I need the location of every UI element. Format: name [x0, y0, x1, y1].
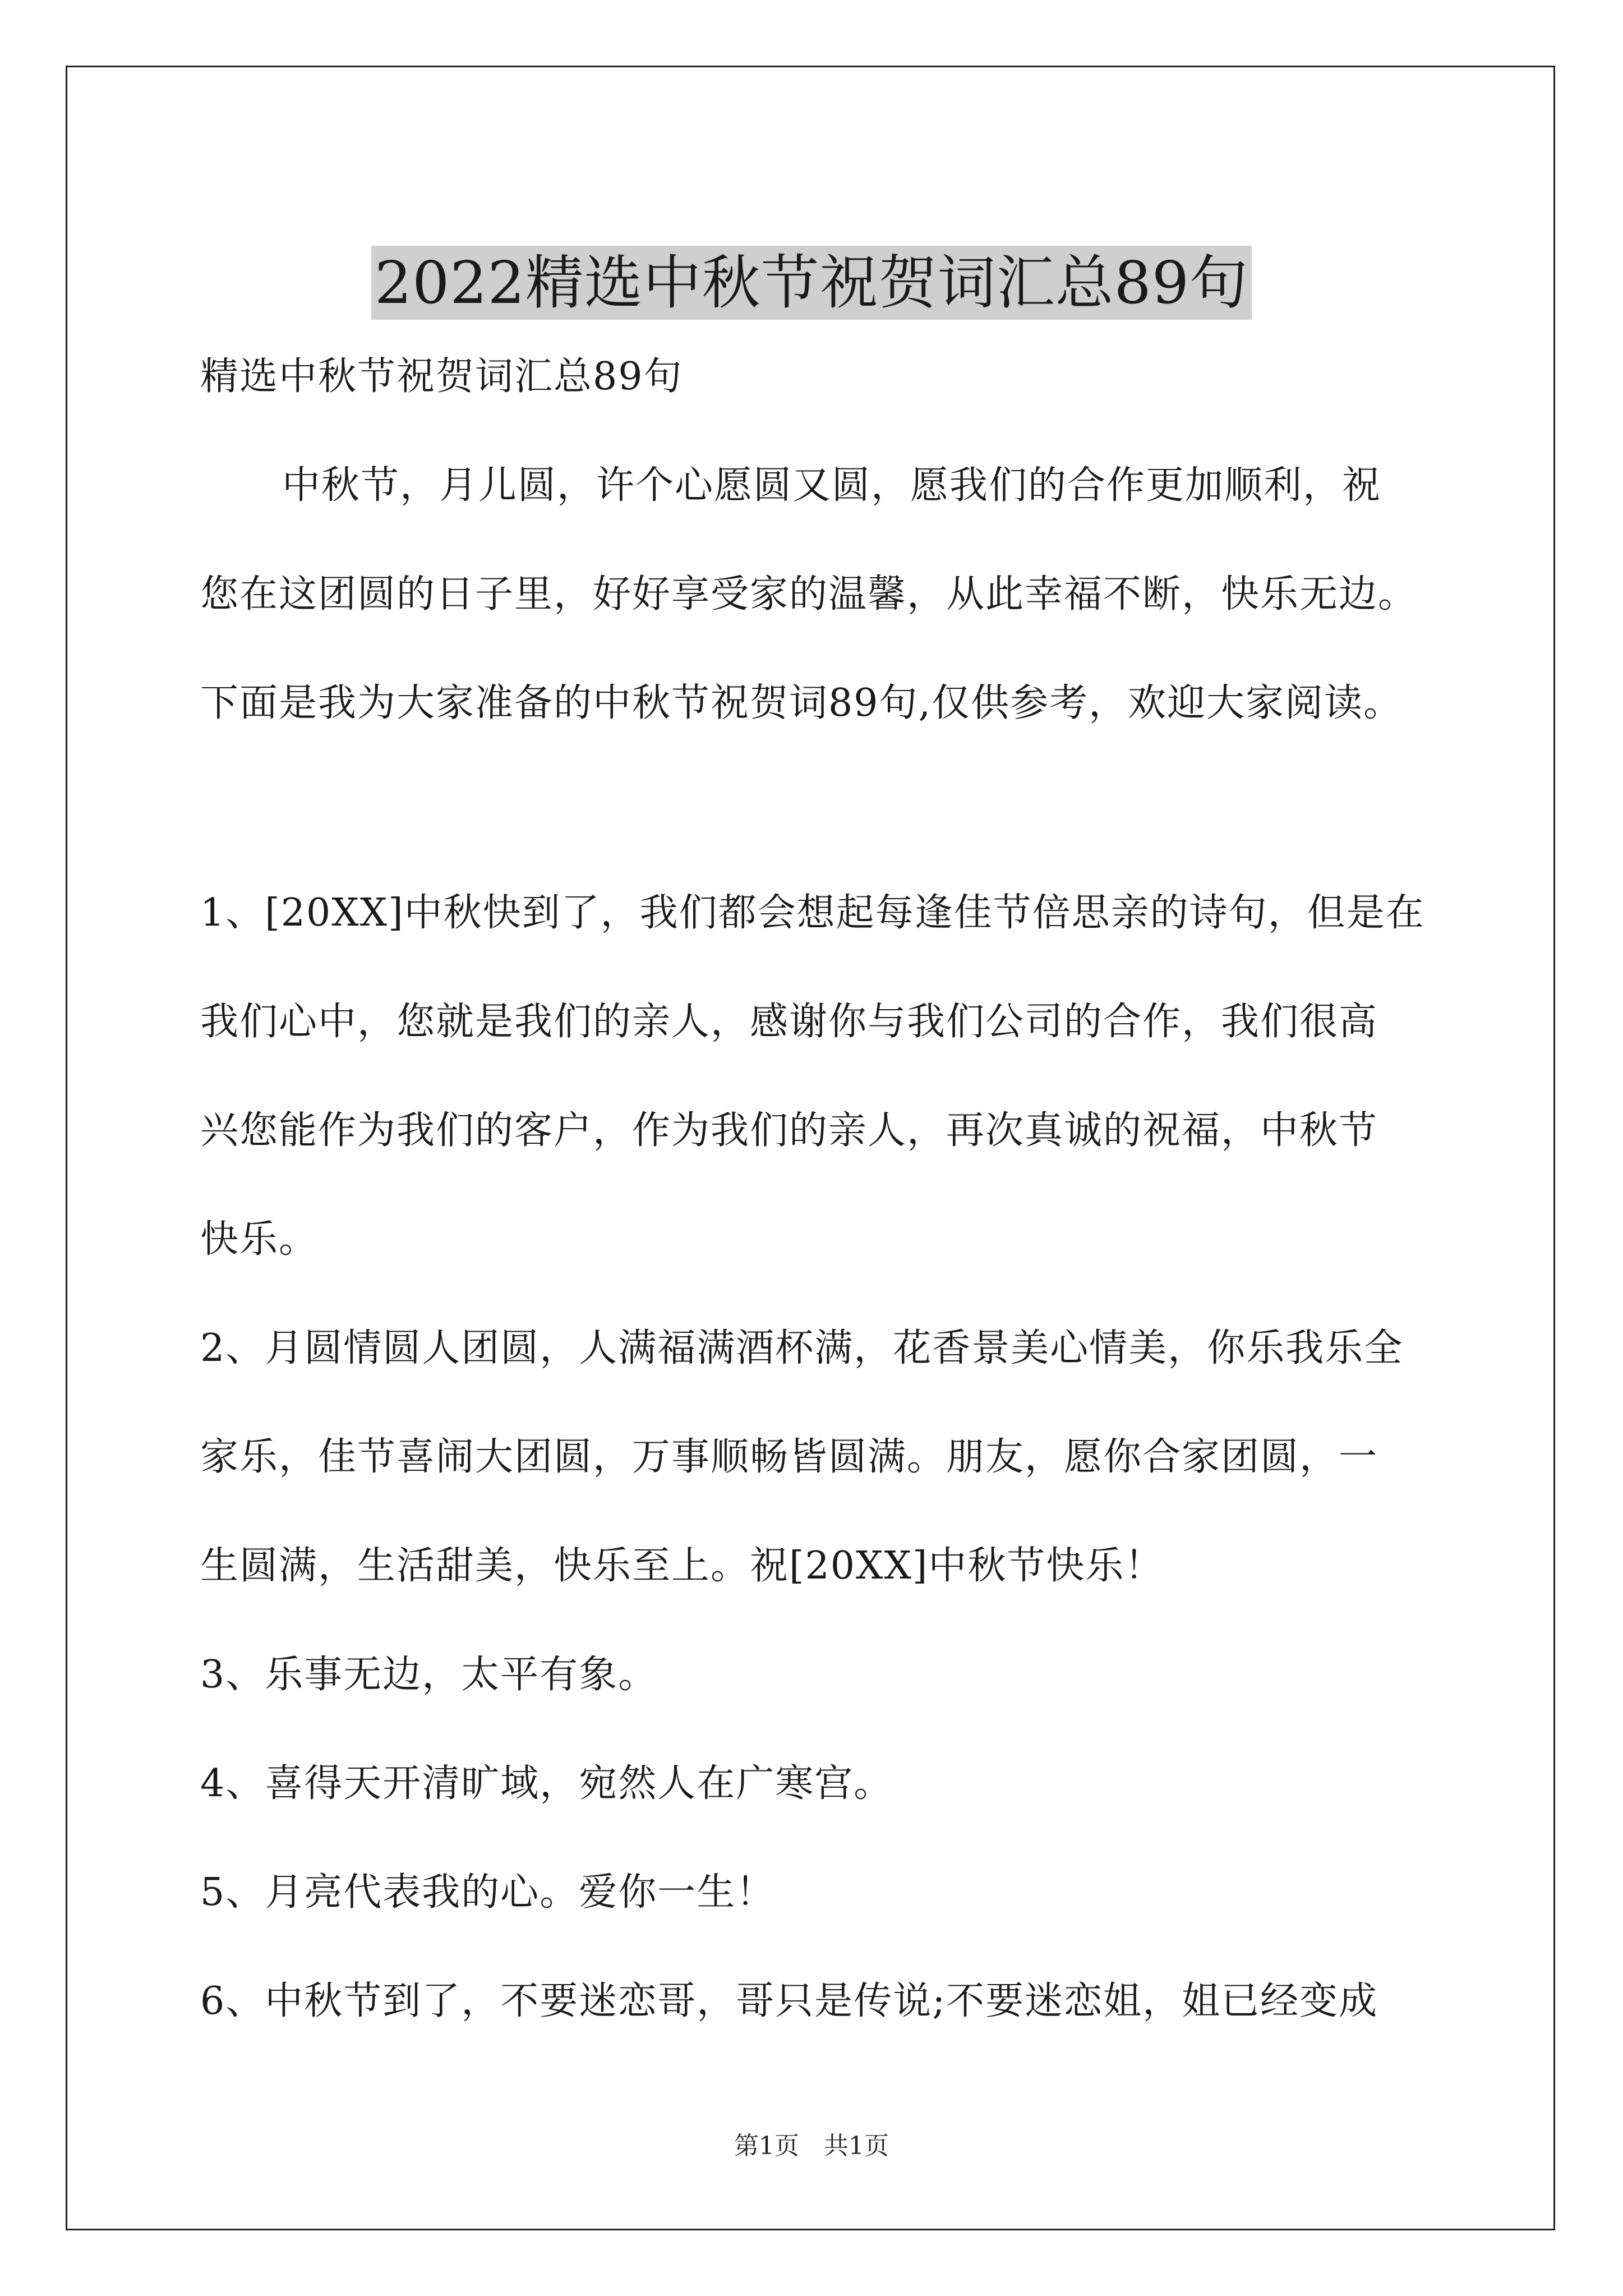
body-line: 快乐。 [200, 1217, 319, 1262]
body-line: 6、中秋节到了，不要迷恋哥，哥只是传说;不要迷恋姐，姐已经变成 [200, 1979, 1378, 2023]
intro-line: 中秋节，月儿圆，许个心愿圆又圆，愿我们的合作更加顺利，祝 [282, 463, 1382, 508]
body-line: 兴您能作为我们的客户，作为我们的亲人，再次真诚的祝福，中秋节 [200, 1108, 1378, 1153]
body-line: 4、喜得天开清旷域，宛然人在广寒宫。 [200, 1761, 893, 1806]
page-number-total: 共1页 [824, 2132, 889, 2160]
intro-line: 您在这团圆的日子里，好好享受家的温馨，从此幸福不断，快乐无边。 [200, 572, 1418, 616]
body-line: 5、月亮代表我的心。爱你一生！ [200, 1870, 776, 1915]
page-number-current: 第1页 [734, 2132, 799, 2160]
body-line: 3、乐事无边，太平有象。 [200, 1653, 658, 1697]
body-line: 1、[20XX]中秋快到了，我们都会想起每逢佳节倍思亲的诗句，但是在 [200, 891, 1425, 935]
page-footer [0, 2131, 1623, 2162]
title-container [0, 206, 1623, 359]
document-title: 2022精选中秋节祝贺词汇总89句 [371, 246, 1252, 320]
intro-line: 下面是我为大家准备的中秋节祝贺词89句,仅供参考，欢迎大家阅读。 [200, 681, 1403, 725]
body-line: 家乐，佳节喜闹大团圆，万事顺畅皆圆满。朋友，愿你合家团圆，一 [200, 1435, 1378, 1479]
document-subtitle: 精选中秋节祝贺词汇总89句 [200, 355, 683, 399]
body-line: 生圆满，生活甜美，快乐至上。祝[20XX]中秋节快乐！ [200, 1544, 1164, 1588]
body-line: 2、月圆情圆人团圆，人满福满酒杯满，花香景美心情美，你乐我乐全 [200, 1326, 1404, 1370]
body-line: 我们心中，您就是我们的亲人，感谢你与我们公司的合作，我们很高 [200, 1000, 1378, 1044]
